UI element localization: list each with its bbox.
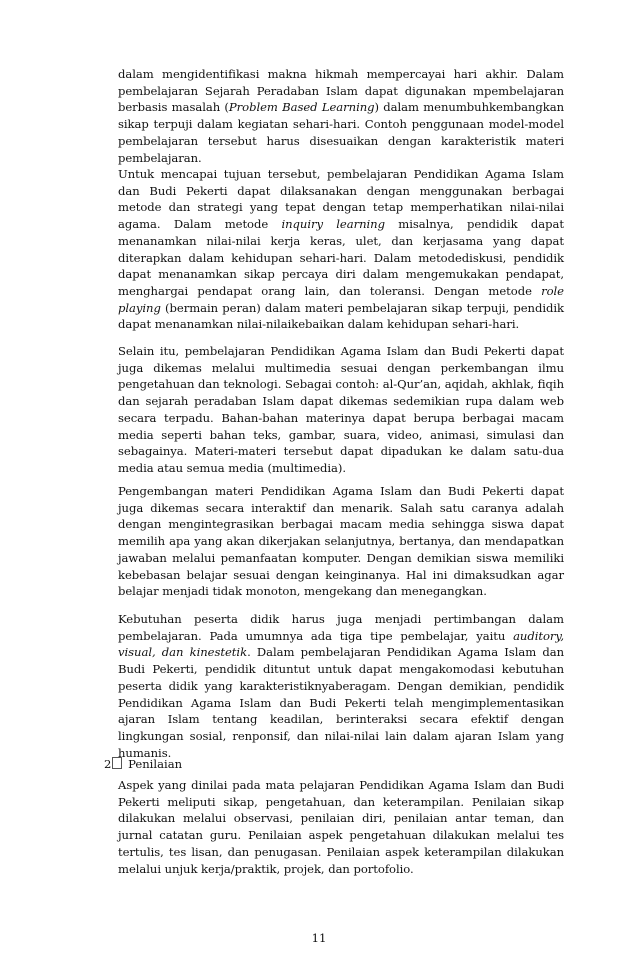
paragraph: [118, 343, 564, 477]
paragraph-text: dalam mengidentifikasi makna hikmah mempercayai hari akhir. Dalam pembelajaran Sejarah Peradaban Islam dapat digunakan mpembelajaran berbasis masalah (: [118, 67, 564, 115]
italic-term: role playing: [118, 283, 564, 315]
section-heading: [104, 756, 182, 773]
paragraph-text: Pengembangan materi Pendidikan Agama Islam dan Budi Pekerti dapat juga dikemas secara interaktif dan menarik. Salah satu caranya adalah dengan mengintegrasikan berbagai macam media sehingga siswa dapat memilih apa yang akan dikerjakan selanjutnya, bertanya, dan mendapatkan jawaban melalui pemanfaatan komputer. Dengan demikian siswa memiliki kebebasan belajar sesuai dengan keinginanya. Hal ini dimaksudkan agar belajar menjadi tidak monoton, mengekang dan menegangkan.: [118, 484, 564, 599]
paragraph-text: misalnya, pendidik dapat menanamkan nilai-nilai kerja keras, ulet, dan kerjasama yang dapat diterapkan dalam kehidupan sehari-hari. Dalam metodediskusi, pendidik dapat menanamkan sikap percaya diri dalam mengemukakan pendapat, menghargai pendapat orang lain, dan toleransi. Dengan metode: [118, 217, 564, 298]
missing-glyph-icon: [112, 757, 122, 769]
paragraph-text: Kebutuhan peserta didik harus juga menjadi pertimbangan dalam pembelajaran. Pada umumnya ada tiga tipe pembelajar, yaitu: [118, 612, 564, 643]
italic-term: inquiry learning: [281, 217, 385, 232]
paragraph: [118, 777, 564, 877]
paragraph: [118, 483, 564, 600]
italic-term: auditory, visual, dan kinestetik: [118, 628, 564, 660]
italic-term: Problem Based Learning: [228, 100, 375, 115]
paragraph-text: (bermain peran) dalam materi pembelajaran sikap terpuji, pendidik dapat menanamkan nilai-nilaikebaikan dalam kehidupan sehari-hari.: [118, 300, 564, 332]
paragraph-text: Selain itu, pembelajaran Pendidikan Agama Islam dan Budi Pekerti dapat juga dikemas melalui multimedia sesuai dengan perkembangan ilmu pengetahuan dan teknologi. Sebagai contoh: al-Qur’an, aqidah, akhlak, fiqih dan sejarah peradaban Islam dapat dikemas sedemikian rupa dalam web secara terpadu. Bahan-bahan materinya dapat berupa berbagai macam media seperti bahan teks, gambar, suara, video, animasi, simulasi dan sebagainya. Materi-materi tersebut dapat dipadukan ke dalam satu-dua media atau semua media (multimedia).: [118, 344, 564, 475]
section-number: 2: [104, 757, 112, 771]
paragraph: [118, 166, 564, 333]
paragraph-text: Aspek yang dinilai pada mata pelajaran Pendidikan Agama Islam dan Budi Pekerti meliputi sikap, pengetahuan, dan keterampilan. Penilaian sikap dilakukan melalui observasi, penilaian diri, penilaian antar teman, dan jurnal catatan guru. Penilaian aspek pengetahuan dilakukan melalui tes tertulis, tes lisan, dan penugasan. Penilaian aspek keterampilan dilakukan melalui unjuk kerja/praktik, projek, dan portofolio.: [118, 778, 564, 876]
section-title: Penilaian: [128, 757, 183, 771]
page-number: 11: [311, 931, 327, 945]
paragraph-text: . Dalam pembelajaran Pendidikan Agama Islam dan Budi Pekerti, pendidik dituntut untuk dapat mengakomodasi kebutuhan peserta didik yang karakteristiknyaberagam. Dengan demikian, pendidik Pendidikan Agama Islam dan Budi Pekerti telah mengimplementasikan ajaran Islam tentang keadilan, berinteraksi secara efektif dengan lingkungan sosial, renponsif, dan nilai-nilai lain dalam ajaran Islam yang humanis.: [118, 645, 564, 760]
paragraph-text: Untuk mencapai tujuan tersebut, pembelajaran Pendidikan Agama Islam dan Budi Pekerti dapat dilaksanakan dengan menggunakan berbagai metode dan strategi yang tepat dengan tetap memperhatikan nilai-nilai agama. Dalam metode: [118, 167, 564, 232]
paragraph: [118, 66, 564, 166]
paragraph: [118, 611, 564, 761]
paragraph-text: ) dalam menumbuhkembangkan sikap terpuji dalam kegiatan sehari-hari. Contoh penggunaan model-model pembelajaran tersebut harus disesuaikan dengan karakteristik materi pembelajaran.: [118, 100, 564, 165]
